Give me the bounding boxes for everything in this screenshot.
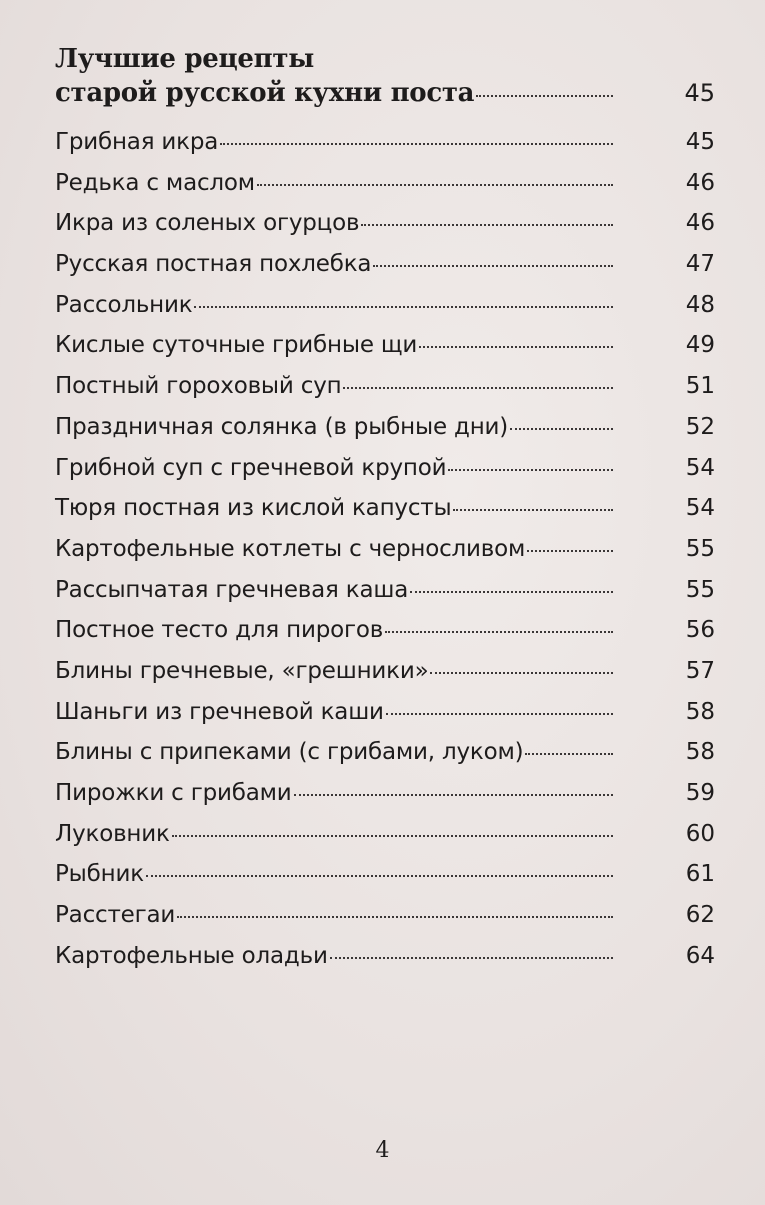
dot-leader	[510, 427, 613, 430]
entry-page-number: 62	[685, 902, 715, 929]
dot-leader	[257, 183, 613, 186]
toc-entry	[55, 692, 715, 733]
entry-title: Грибная икра	[55, 129, 219, 155]
leader-wrap	[446, 472, 665, 475]
toc-entry	[55, 285, 715, 326]
leader-wrap	[255, 187, 665, 190]
toc-entry	[55, 448, 715, 489]
dot-leader	[294, 793, 613, 796]
toc-entry	[55, 366, 715, 407]
toc-entry	[55, 773, 715, 814]
leader-wrap	[292, 797, 665, 800]
leader-wrap	[192, 309, 665, 312]
dot-leader	[146, 874, 613, 877]
leader-wrap	[218, 146, 665, 149]
leader-wrap	[525, 553, 665, 556]
dot-leader	[385, 630, 613, 633]
entry-page-number: 58	[685, 698, 715, 725]
heading-line-1: Лучшие рецепты	[55, 44, 314, 74]
entry-page-number: 49	[685, 332, 715, 359]
dot-leader	[386, 712, 613, 715]
leader-wrap	[417, 349, 665, 352]
entry-title: Блины с припеками (с грибами, луком)	[55, 739, 524, 766]
dot-leader	[527, 549, 613, 552]
entry-page-number: 60	[685, 820, 715, 847]
entry-title: Тюря постная из кислой капусты	[55, 495, 452, 522]
entry-page-number: 58	[685, 739, 715, 766]
entry-title: Постное тесто для пирогов	[55, 617, 384, 644]
toc-entry	[55, 570, 715, 611]
dot-leader	[343, 386, 613, 389]
section-heading	[55, 42, 715, 114]
entry-title: Картофельные оладьи	[55, 942, 328, 969]
heading-leader-wrap	[474, 98, 665, 101]
entry-page-number: 55	[685, 535, 715, 562]
toc-entry	[55, 936, 715, 977]
heading-row	[55, 76, 715, 110]
entry-title: Грибной суп с гречневой крупой	[55, 454, 447, 481]
dot-leader	[172, 834, 613, 837]
entry-title: Икра из соленых огурцов	[55, 210, 360, 237]
toc-entry	[55, 529, 715, 570]
dot-leader	[476, 94, 613, 97]
entry-page-number: 48	[685, 291, 715, 318]
leader-wrap	[359, 227, 665, 230]
leader-wrap	[508, 431, 665, 434]
entry-title: Редька с маслом	[55, 169, 255, 196]
entry-list	[55, 122, 715, 976]
heading-line-2: старой русской кухни поста	[55, 78, 475, 108]
entry-title: Рассыпчатая гречневая каша	[55, 576, 409, 603]
entry-title: Рыбник	[55, 861, 144, 888]
entry-title: Рассольник	[55, 291, 193, 318]
entry-page-number: 64	[685, 942, 715, 969]
entry-title: Постный гороховый суп	[55, 373, 342, 400]
leader-wrap	[328, 960, 665, 963]
dot-leader	[373, 264, 613, 267]
entry-title: Блины гречневые, «грешники»	[55, 657, 429, 684]
toc-entry	[55, 651, 715, 692]
leader-wrap	[408, 594, 665, 597]
entry-title: Луковник	[55, 820, 170, 847]
leader-wrap	[383, 634, 665, 637]
leader-wrap	[341, 390, 665, 393]
leader-wrap	[144, 878, 665, 881]
toc-entry	[55, 732, 715, 773]
entry-page-number: 46	[685, 169, 715, 196]
toc-entry	[55, 488, 715, 529]
toc-entry	[55, 122, 715, 163]
entry-title: Картофельные котлеты с черносливом	[55, 535, 526, 562]
toc-entry	[55, 854, 715, 895]
entry-title: Праздничная солянка (в рыбные дни)	[55, 413, 509, 440]
dot-leader	[448, 468, 613, 471]
dot-leader	[453, 508, 613, 511]
toc-entry	[55, 244, 715, 285]
entry-title: Шаньги из гречневой каши	[55, 698, 384, 725]
dot-leader	[419, 345, 613, 348]
toc-entry	[55, 163, 715, 204]
dot-leader	[220, 142, 613, 145]
entry-title: Расстегаи	[55, 902, 176, 929]
leader-wrap	[428, 675, 665, 678]
entry-title: Кислые суточные грибные щи	[55, 332, 418, 359]
page-folio: 4	[375, 1138, 390, 1163]
entry-page-number: 54	[685, 495, 715, 522]
entry-page-number: 59	[685, 780, 715, 806]
toc-entry	[55, 203, 715, 244]
entry-page-number: 45	[685, 129, 715, 155]
toc-entry	[55, 895, 715, 936]
entry-page-number: 51	[685, 373, 715, 400]
entry-page-number: 55	[685, 576, 715, 603]
entry-page-number: 57	[685, 657, 715, 684]
dot-leader	[361, 223, 613, 226]
toc-entry	[55, 407, 715, 448]
leader-wrap	[170, 838, 665, 841]
dot-leader	[177, 915, 613, 918]
entry-page-number: 46	[685, 210, 715, 237]
dot-leader	[330, 956, 613, 959]
entry-page-number: 61	[685, 861, 715, 888]
heading-page-number: 45	[684, 79, 715, 107]
entry-title: Пирожки с грибами	[55, 780, 292, 806]
entry-page-number: 56	[685, 617, 715, 644]
entry-title: Русская постная похлебка	[55, 251, 372, 278]
leader-wrap	[384, 716, 665, 719]
leader-wrap	[175, 919, 665, 922]
dot-leader	[410, 590, 613, 593]
dot-leader	[430, 671, 613, 674]
dot-leader	[194, 305, 613, 308]
toc-entry	[55, 814, 715, 855]
dot-leader	[525, 752, 613, 755]
leader-wrap	[523, 756, 665, 759]
toc-entry	[55, 325, 715, 366]
toc-entry	[55, 610, 715, 651]
leader-wrap	[451, 512, 665, 515]
entry-page-number: 54	[685, 454, 715, 481]
table-of-contents	[55, 42, 715, 976]
entry-page-number: 47	[685, 251, 715, 278]
leader-wrap	[371, 268, 665, 271]
entry-page-number: 52	[685, 413, 715, 440]
